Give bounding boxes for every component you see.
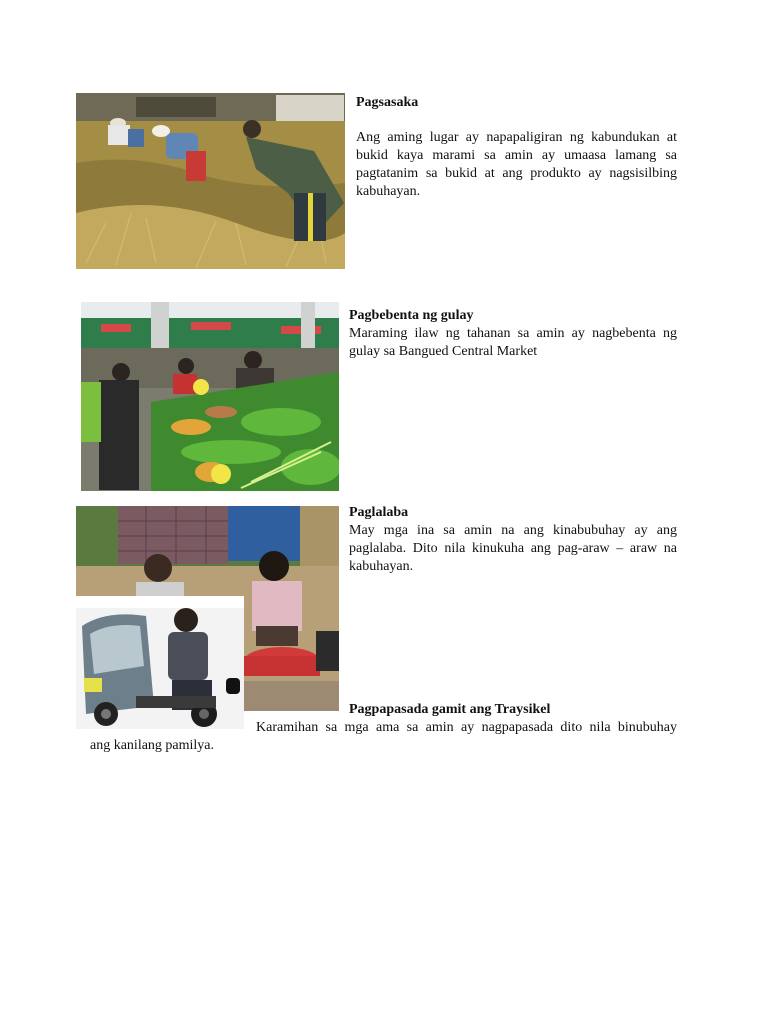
section-heading-pagsasaka: Pagsasaka xyxy=(356,95,419,110)
farming-photo xyxy=(76,93,345,269)
section-heading-paglalaba: Paglalaba xyxy=(349,505,409,520)
vegetable-market-photo xyxy=(81,302,339,491)
section-body-pagpapasada-line2: ang kanilang pamilya. xyxy=(90,738,215,753)
section-body-pagpapasada-line1: Karamihan sa mga ama sa amin ay nagpapasada dito nila binubuhay xyxy=(256,720,677,735)
section-body-paglalaba: May mga ina sa amin na ang kinabubuhay ay ang paglalaba. Dito nila kinukuha ang pag-araw – araw na kabuhayan. xyxy=(349,523,677,574)
section-body-pagbebenta: Maraming ilaw ng tahanan sa amin ay nagbebenta ng gulay sa Bangued Central Market xyxy=(349,326,677,359)
section-heading-pagpapasada: Pagpapasada gamit ang Traysikel xyxy=(349,702,551,717)
section-heading-pagbebenta: Pagbebenta ng gulay xyxy=(349,308,474,323)
tricycle-photo xyxy=(76,596,244,729)
section-body-pagsasaka: Ang aming lugar ay napapaligiran ng kabundukan at bukid kaya marami sa amin ay umaasa lamang sa pagtatanim sa bukid at ang produkto ay nagsisilbing kabuhayan. xyxy=(356,130,677,199)
